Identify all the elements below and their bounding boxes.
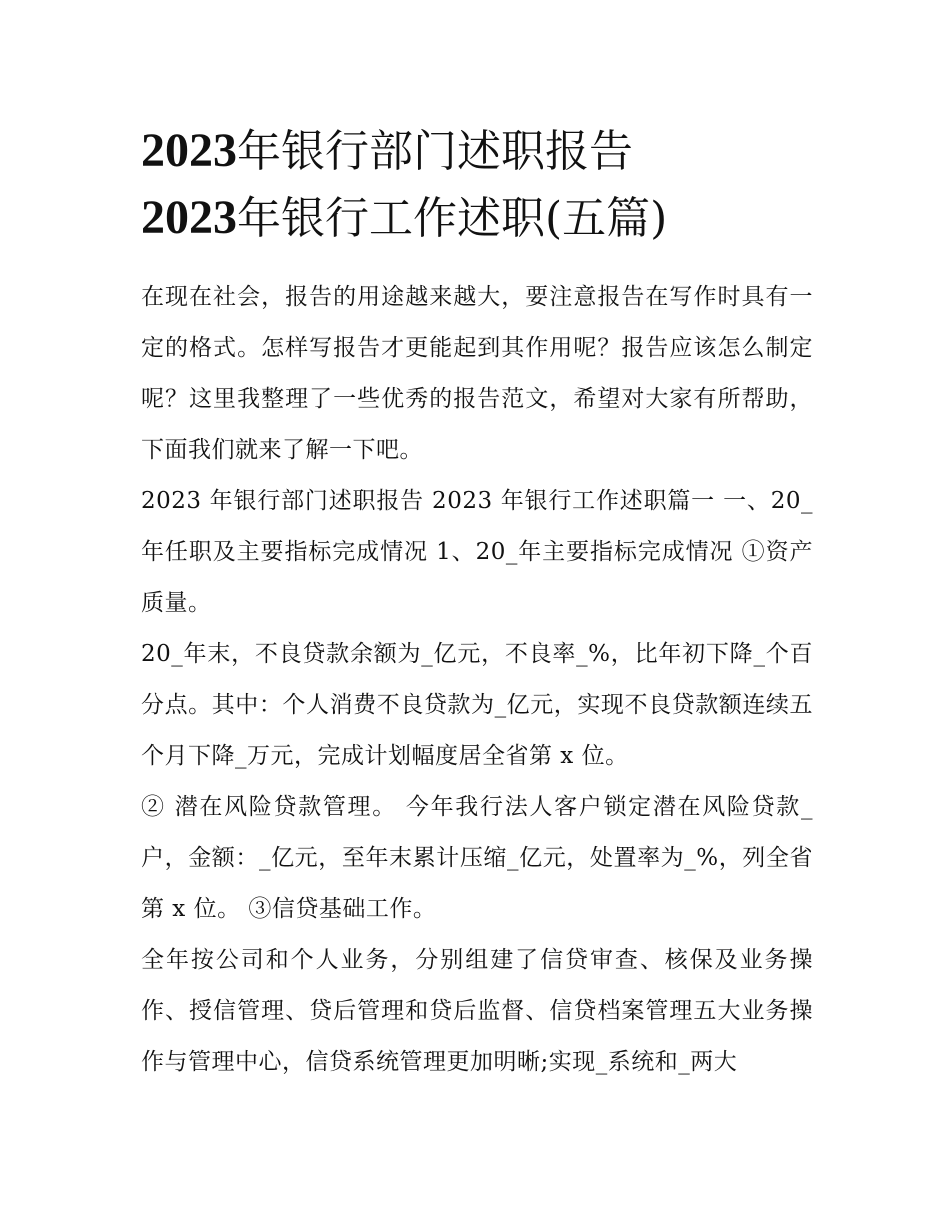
document-page — [141, 118, 813, 1088]
document-body — [141, 272, 813, 1088]
paragraph-section-heading: 2023 年银行部门述职报告 2023 年银行工作述职篇一 一、20_年任职及主要指标完成情况 1、20_年主要指标完成情况 ①资产质量。 — [141, 488, 813, 616]
document-title-line-2 — [141, 185, 813, 252]
paragraph-risk-loans: ② 潜在风险贷款管理。 今年我行法人客户锁定潜在风险贷款_户，金额：_亿元，至年末累计压缩_亿元，处置率为_%，列全省第 x 位。 ③信贷基础工作。 — [141, 794, 813, 922]
title-text: 年银行工作述职(五篇) — [237, 193, 668, 244]
paragraph-asset-quality: 20_年末，不良贷款余额为_亿元，不良率_%，比年初下降_个百分点。其中：个人消费不良贷款为_亿元，实现不良贷款额连续五个月下降_万元，完成计划幅度居全省第 x 位。 — [141, 641, 813, 769]
title-year: 2023 — [141, 124, 237, 177]
paragraph-credit-basics: 全年按公司和个人业务，分别组建了信贷审查、核保及业务操作、授信管理、贷后管理和贷后监督、信贷档案管理五大业务操作与管理中心，信贷系统管理更加明晰;实现_系统和_两大 — [141, 947, 813, 1075]
title-year: 2023 — [141, 191, 237, 244]
paragraph-intro: 在现在社会，报告的用途越来越大，要注意报告在写作时具有一定的格式。怎样写报告才更能起到其作用呢？报告应该怎么制定呢？这里我整理了一些优秀的报告范文，希望对大家有所帮助，下面我们就来了解一下吧。 — [141, 284, 813, 463]
title-text: 年银行部门述职报告 — [237, 126, 633, 177]
document-title-line-1 — [141, 118, 813, 185]
